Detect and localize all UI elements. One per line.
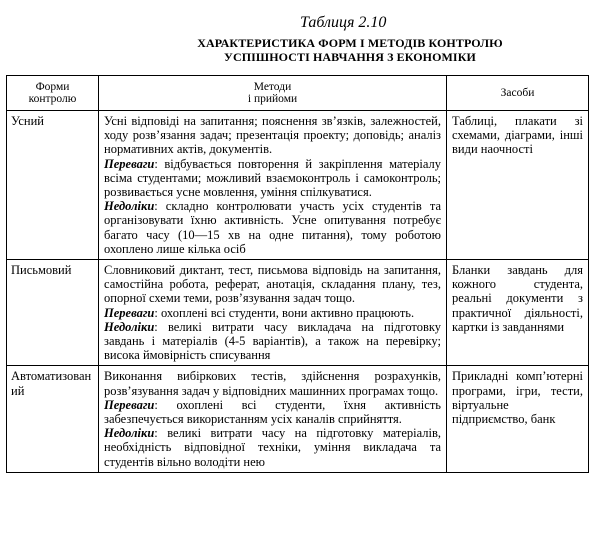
advantages-text: : охоплені всі студенти, їхня активність забезпечується використанням усіх каналів сприйняття. [104, 397, 441, 427]
table-caption: Таблиця 2.10 [300, 14, 387, 31]
title-line-2: УСПІШНОСТІ НАВЧАННЯ З ЕКОНОМІКИ [224, 50, 476, 64]
disadvantages-text: : складно контролювати участь усіх студентів та організовувати їхню активність. Усне опитування потребує багато часу (10—15 хв на одне питання), тому роботою охоплено лише кілька осіб [104, 199, 441, 256]
form-cell: Усний [7, 111, 99, 260]
disadvantages-text: : великі витрати часу викладача на підготовку завдань і матеріалів (4-5 варіантів), а також на перевірку; висока ймовірність списування [104, 319, 441, 363]
disadvantages-paragraph [104, 426, 441, 469]
methods-cell [99, 111, 447, 260]
form-cell: Письмовий [7, 260, 99, 366]
disadvantages-paragraph [104, 320, 441, 363]
header-forms [7, 76, 99, 111]
means-cell: Таблиці, плакати зі схемами, діаграми, інші види наочності [447, 111, 589, 260]
header-methods [99, 76, 447, 111]
disadvantages-label: Недоліки [104, 199, 155, 214]
header-forms-line-2: контролю [28, 93, 77, 105]
methods-text: Словниковий диктант, тест, письмова відповідь на запитання, самостійна робота, реферат, анотація, складання плану, тез, опорної схеми теми, розв’язування задач тощо. [104, 263, 441, 306]
table-row [7, 366, 589, 472]
disadvantages-label: Недоліки [104, 426, 155, 441]
advantages-paragraph [104, 306, 441, 320]
means-cell: Прикладні комп’ютерні програми, ігри, тести, віртуальне підприємство, банк [447, 366, 589, 472]
disadvantages-label: Недоліки [104, 319, 155, 334]
advantages-label: Переваги [104, 305, 155, 320]
disadvantages-text: : великі витрати часу на підготовку матеріалів, необхідність відповідної техніки, уміння викладача та студентів вільно володіти нею [104, 426, 441, 469]
table-row [7, 111, 589, 260]
methods-cell [99, 260, 447, 366]
header-methods-line-1: Методи [253, 81, 292, 93]
title-line-1: ХАРАКТЕРИСТИКА ФОРМ І МЕТОДІВ КОНТРОЛЮ [197, 36, 503, 50]
table-header-row [7, 76, 589, 111]
disadvantages-paragraph [104, 199, 441, 256]
methods-text: Виконання вибіркових тестів, здійснення розрахунків, розв’язування задач у відповідних машинних програмах тощо. [104, 369, 441, 398]
header-forms-line-1: Форми [35, 81, 70, 93]
advantages-paragraph [104, 157, 441, 200]
methods-text: Усні відповіді на запитання; пояснення зв’язків, залежностей, ходу розв’язання задач; презентація проекту; доповідь; аналіз нормативних актів, документів. [104, 114, 441, 157]
forms-methods-table [6, 75, 589, 473]
header-methods-line-2: і прийоми [247, 93, 298, 105]
means-cell: Бланки завдань для кожного студента, реальні документи з практичної діяльності, картки із завданнями [447, 260, 589, 366]
advantages-text: : охоплені всі студенти, вони активно працюють. [154, 305, 415, 320]
advantages-text: : відбувається повторення й закріплення матеріалу всіма студентами; можливий взаємоконтроль і самоконтроль; розвивається усне мовлення, уміння спілкуватися. [104, 156, 441, 200]
methods-cell [99, 366, 447, 472]
advantages-label: Переваги [104, 397, 155, 412]
form-cell: Автоматизований [7, 366, 99, 472]
table-title [160, 36, 540, 64]
advantages-label: Переваги [104, 156, 155, 171]
header-means: Засоби [447, 76, 589, 111]
advantages-paragraph [104, 398, 441, 426]
table-row [7, 260, 589, 366]
